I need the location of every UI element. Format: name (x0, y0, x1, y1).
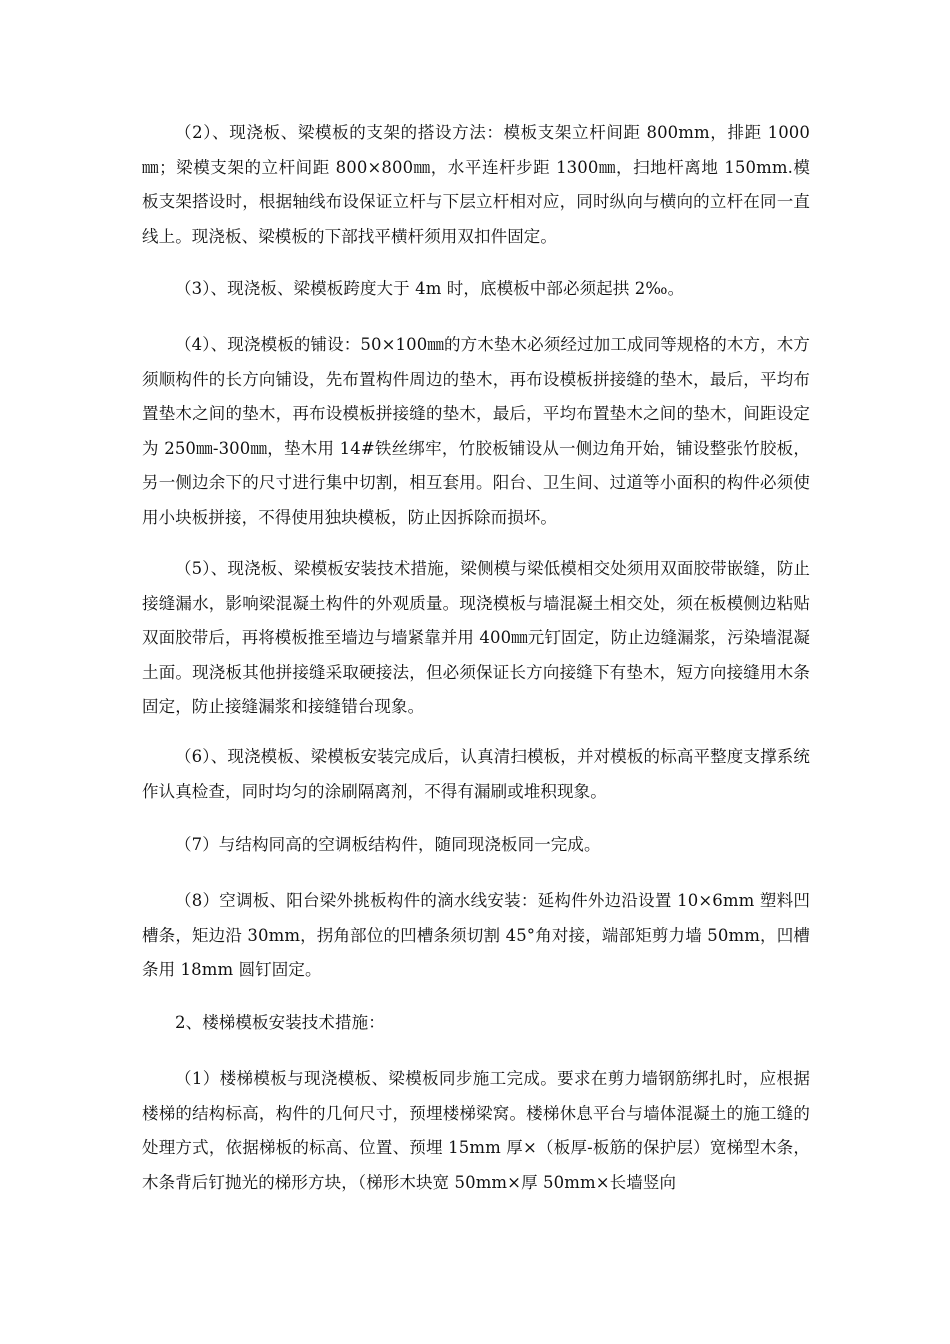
paragraph-support-setup: （2）、现浇板、梁模板的支架的搭设方法：模板支架立杆间距 800mm，排距 1000㎜；梁模支架的立杆间距 800×800㎜，水平连杆步距 1300㎜，扫地杆离地 150mm.模板支架搭设时，根据轴线布设保证立杆与下层立杆相对应，同时纵向与横向的立杆在同一直线上。现浇板、梁模板的下部找平横杆须用双扣件固定。 (142, 123, 810, 246)
paragraph-arch-camber: （3）、现浇板、梁模板跨度大于 4m 时，底模板中部必须起拱 2‰。 (175, 279, 685, 298)
paragraph-drip-line: （8）空调板、阳台梁外挑板构件的滴水线安装：延构件外边沿设置 10×6mm 塑料凹槽条，矩边沿 30mm，拐角部位的凹槽条须切割 45°角对接，端部矩剪力墙 50mm，凹槽条用 18mm 圆钉固定。 (142, 891, 810, 979)
paragraph-cleaning-inspection: （6）、现浇模板、梁模板安装完成后，认真清扫模板，并对模板的标高平整度支撑系统作认真检查，同时均匀的涂刷隔离剂，不得有漏刷或堆积现象。 (142, 747, 810, 801)
paragraph-installation-measures: （5）、现浇板、梁模板安装技术措施，梁侧模与梁低模相交处须用双面胶带嵌缝，防止接缝漏水，影响梁混凝土构件的外观质量。现浇模板与墙混凝土相交处，须在板模侧边粘贴双面胶带后，再将模板推至墙边与墙紧靠并用 400㎜元钉固定，防止边缝漏浆，污染墙混凝土面。现浇板其他拼接缝采取硬接法，但必须保证长方向接缝下有垫木，短方向接缝用木条固定，防止接缝漏浆和接缝错台现象。 (142, 559, 810, 716)
paragraph-aircon-board: （7）与结构同高的空调板结构件，随同现浇板同一完成。 (175, 835, 601, 854)
paragraph-formwork-laying: （4）、现浇模板的铺设：50×100㎜的方木垫木必须经过加工成同等规格的木方，木方须顺构件的长方向铺设，先布置构件周边的垫木，再布设模板拼接缝的垫木，最后，平均布置垫木之间的垫木，再布设模板拼接缝的垫木，最后，平均布置垫木之间的垫木，间距设定为 250㎜-300㎜，垫木用 14#铁丝绑牢，竹胶板铺设从一侧边角开始，铺设整张竹胶板，另一侧边余下的尺寸进行集中切割，相互套用。阳台、卫生间、过道等小面积的构件必须使用小块板拼接，不得使用独块模板，防止因拆除而损坏。 (142, 335, 810, 527)
paragraph-stair-formwork: （1）楼梯模板与现浇模板、梁模板同步施工完成。要求在剪力墙钢筋绑扎时，应根据楼梯的结构标高，构件的几何尺寸，预埋楼梯梁窝。楼梯休息平台与墙体混凝土的施工缝的处理方式，依据梯板的标高、位置、预埋 15mm 厚×（板厚-板筋的保护层）宽梯型木条，木条背后钉抛光的梯形方块，（梯形木块宽 50mm×厚 50mm×长墙竖向 (142, 1069, 810, 1192)
section-heading-stair-formwork: 2、楼梯模板安装技术措施： (175, 1013, 385, 1032)
